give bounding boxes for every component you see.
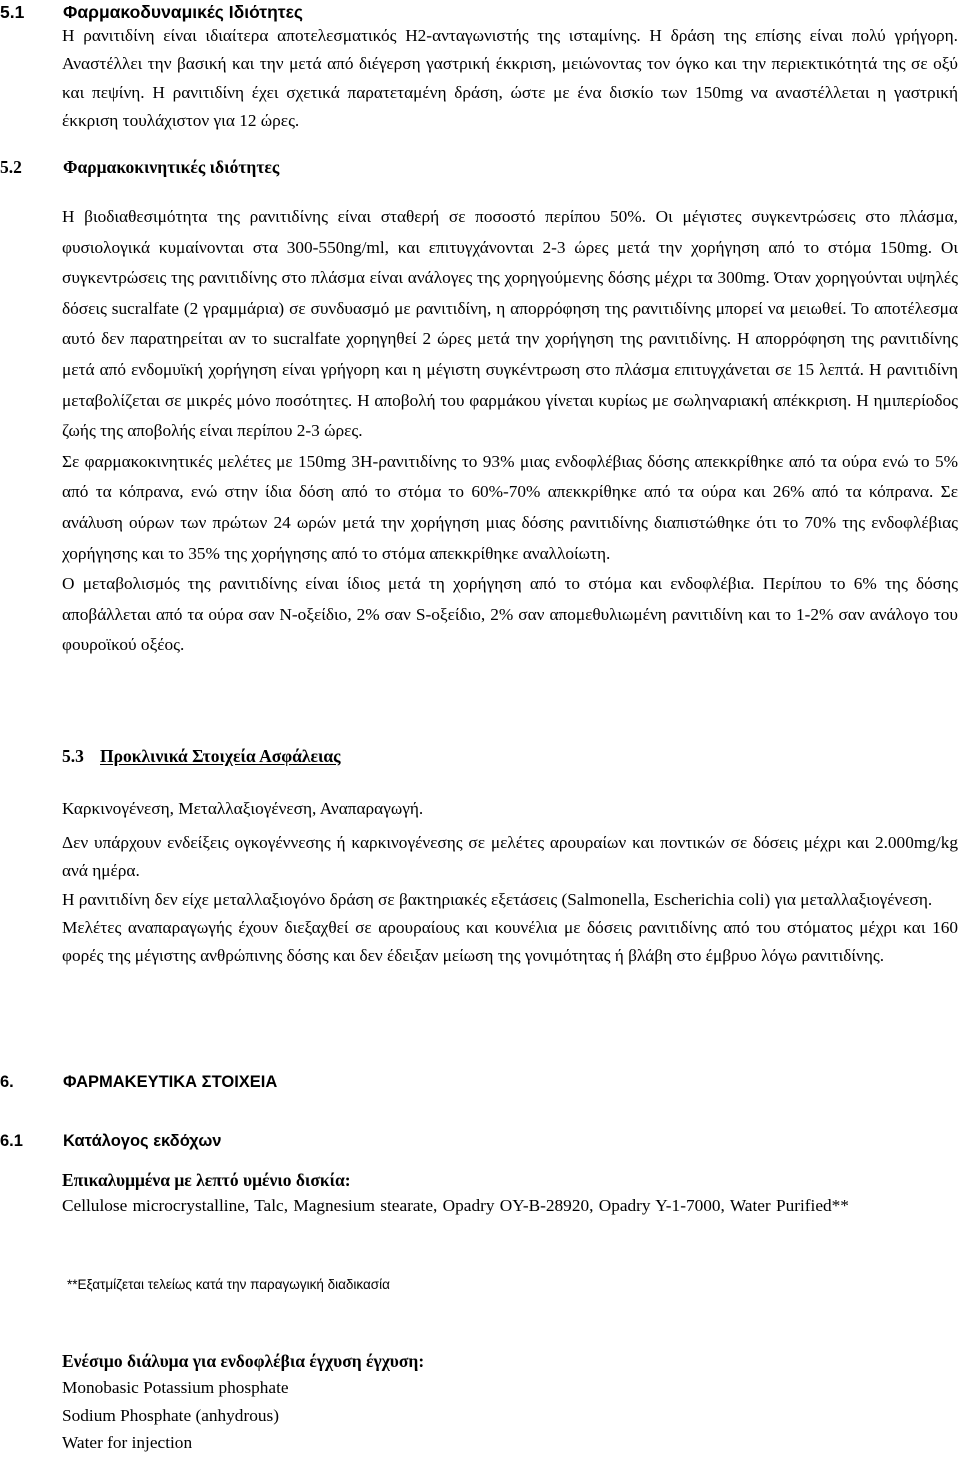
section-number: 6.1 xyxy=(0,1132,23,1150)
list-item: Monobasic Potassium phosphate xyxy=(62,1378,289,1397)
section-5-3-heading xyxy=(62,742,341,770)
section-number: 5.3 xyxy=(62,746,84,766)
section-5-2-body xyxy=(62,202,958,661)
section-6-1-heading xyxy=(0,1129,221,1153)
section-number: 6. xyxy=(0,1073,14,1091)
section-title: Φαρμακοδυναμικές Ιδιότητες xyxy=(63,2,304,22)
footnote: **Εξατμίζεται τελείως κατά την παραγωγική διαδικασία xyxy=(67,1277,390,1292)
paragraph: Δεν υπάρχουν ενδείξεις ογκογέννεσης ή καρκινογένεσης σε μελέτες αρουραίων και ποντικών σε δόσεις μέχρι και 2.000mg/kg ανά ημέρα. xyxy=(62,833,958,881)
section-number: 5.1 xyxy=(0,2,25,22)
section-5-1-text: Η ρανιτιδίνη είναι ιδιαίτερα αποτελεσματικός Η2-ανταγωνιστής της ισταμίνης. Η δράση της επίσης είναι πολύ γρήγορη. Αναστέλλει την βασική και την μετά από διέγερση γαστρική έκκριση, μειώνοντας τον όγκο και την περιεκτικότητά της σε οξύ και πεψίνη. Η ρανιτιδίνη έχει σχετικά παρατεταμένη δράση, ώστε με ένα δισκίο των 150mg να αναστέλλεται η γαστρική έκκριση τουλάχιστον για 12 ώρες. xyxy=(62,26,958,130)
section-6-heading xyxy=(0,1070,277,1094)
injection-excipients-heading: Ενέσιμο διάλυμα για ενδοφλέβια έγχυση έγχυση: xyxy=(62,1351,425,1371)
section-5-3-body xyxy=(62,829,958,970)
section-title: Φαρμακοκινητικές ιδιότητες xyxy=(63,157,280,177)
paragraph: Μελέτες αναπαραγωγής έχουν διεξαχθεί σε αρουραίους και κουνέλια με δόσεις ρανιτιδίνης από του στόματος μέχρι και 160 φορές της μέγιστης ανθρώπινης δόσης και δεν έδειξαν μείωση της γονιμότητας ή βλάβη στο έμβρυο λόγω ρανιτιδίνης. xyxy=(62,917,958,966)
section-5-3-subtitle: Καρκινογένεση, Μεταλλαξιογένεση, Αναπαραγωγή. xyxy=(62,799,424,818)
tablets-excipients-text: Cellulose microcrystalline, Talc, Magnesium stearate, Opadry OY-B-28920, Opadry Y-1-7000, Water Purified** xyxy=(62,1196,849,1215)
injection-excipients-list xyxy=(62,1374,958,1457)
section-title: ΦΑΡΜΑΚΕΥΤΙΚΑ ΣΤΟΙΧΕΙΑ xyxy=(63,1073,278,1091)
paragraph: Ο μεταβολισμός της ρανιτιδίνης είναι ίδιος μετά τη χορήγηση από το στόμα και ενδοφλέβια. Περίπου το 6% της δόσης αποβάλλεται από τα ούρα σαν Ν-οξείδιο, 2% σαν S-οξείδιο, 2% σαν απομεθυλιωμένη ρανιτιδίνη και το 1-2% σαν ανάλογο του φουροϊκού οξέος. xyxy=(62,574,958,655)
paragraph: Η βιοδιαθεσιμότητα της ρανιτιδίνης είναι σταθερή σε ποσοστό περίπου 50%. Οι μέγιστες συγκεντρώσεις στο πλάσμα, φυσιολογικά κυμαίνονται στα 300-550ng/ml, και επιτυγχάνονται 2-3 ώρες μετά την χορήγηση από το στόμα 150mg. Οι συγκεντρώσεις της ρανιτιδίνης στο πλάσμα είναι ανάλογες της χορηγούμενης δόσης μέχρι τα 300mg. Όταν χορηγούνται υψηλές δόσεις sucralfate (2 γραμμάρια) σε συνδυασμό με ρανιτιδίνη, η απορρόφηση της ρανιτιδίνης μπορεί να μειωθεί. Το αποτέλεσμα αυτό δεν παρατηρείται αν το sucralfate χορηγηθεί 2 ώρες μετά την χορήγηση της ρανιτιδίνης. Η απορρόφηση της ρανιτιδίνης μετά από ενδομυϊκή χορήγηση είναι γρήγορη και η μέγιστη συγκέντρωση στο πλάσμα επιτυγχάνεται σε 15 λεπτά. Η ρανιτιδίνη μεταβολίζεται σε μικρές μόνο ποσότητες. Η αποβολή του φαρμάκου γίνεται κυρίως με σωληναριακή απέκκριση. Η ημιπερίοδος ζωής της αποβολής είναι περίπου 2-3 ώρες. xyxy=(62,207,958,441)
section-5-1-heading xyxy=(0,0,303,24)
section-number: 5.2 xyxy=(0,157,22,177)
list-item: Sodium Phosphate (anhydrous) xyxy=(62,1405,279,1425)
section-title: Κατάλογος εκδόχων xyxy=(63,1132,222,1150)
paragraph: Η ρανιτιδίνη δεν είχε μεταλλαξιογόνο δράση σε βακτηριακές εξετάσεις (Salmonella, Escherichia coli) για μεταλλαξιογένεση. xyxy=(62,889,933,909)
section-5-2-heading xyxy=(0,153,279,181)
tablets-excipients-heading: Επικαλυμμένα με λεπτό υμένιο δισκία: xyxy=(62,1170,351,1190)
paragraph: Σε φαρμακοκινητικές μελέτες με 150mg 3Η-ρανιτιδίνης το 93% μιας ενδοφλέβιας δόσης απεκκρίθηκε από τα ούρα ενώ το 5% από τα κόπρανα, ενώ στην ίδια δόση από το στόμα το 60%-70% απεκκρίθηκε από τα ούρα και 26% από τα κόπρανα. Σε ανάλυση ούρων των πρώτων 24 ωρών μετά την χορήγηση μιας δόσης ρανιτιδίνης διαπιστώθηκε ότι το 70% της ενδοφλέβιας χορήγησης και το 35% της χορήγησης από το στόμα απεκκρίθηκε αναλλοίωτη. xyxy=(62,451,958,563)
list-item: Water for injection xyxy=(62,1433,193,1453)
section-title: Προκλινικά Στοιχεία Ασφάλειας xyxy=(100,746,341,766)
